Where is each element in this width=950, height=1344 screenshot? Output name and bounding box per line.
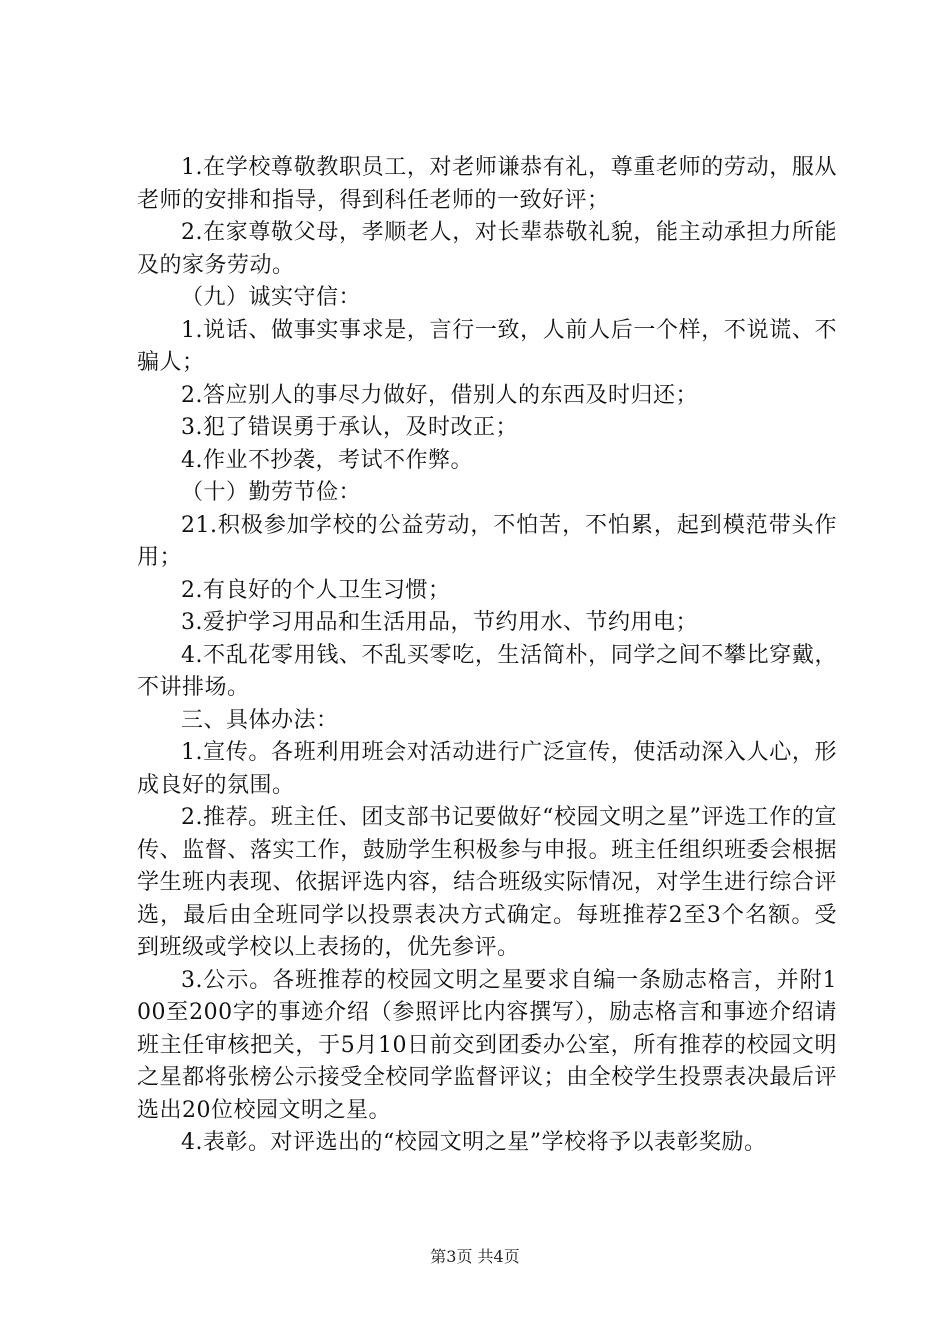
document-body [137, 152, 837, 1160]
paragraph-diligence-2: 2.有良好的个人卫生习惯； [181, 577, 451, 603]
paragraph-honesty-4: 4.作业不抄袭，考试不作弊。 [181, 447, 473, 473]
paragraph-honesty-1: 1.说话、做事实事求是，言行一致，人前人后一个样，不说谎、不骗人； [137, 317, 837, 375]
section-heading-methods: 三、具体办法： [181, 707, 339, 733]
paragraph-method-commendation: 4.表彰。对评选出的“校园文明之星”学校将予以表彰奖励。 [181, 1130, 767, 1155]
paragraph-respect-parents: 2.在家尊敬父母，孝顺老人，对长辈恭敬礼貌，能主动承担力所能及的家务劳动。 [137, 220, 837, 278]
page-number-footer: 第3页 共4页 [430, 1247, 520, 1266]
section-heading-honesty: （九）诚实守信： [181, 285, 362, 310]
paragraph-diligence-3: 3.爱护学习用品和生活用品，节约用水、节约用电； [181, 610, 698, 635]
paragraph-respect-teachers: 1.在学校尊敬教职员工，对老师谦恭有礼，尊重老师的劳动，服从老师的安排和指导，得到科任老师的一致好评； [137, 155, 837, 213]
paragraph-method-publicity: 1.宣传。各班利用班会对活动进行广泛宣传，使活动深入人心，形成良好的氛围。 [137, 740, 837, 798]
paragraph-honesty-3: 3.犯了错误勇于承认，及时改正； [181, 415, 518, 440]
paragraph-diligence-4: 4.不乱花零用钱、不乱买零吃，生活简朴，同学之间不攀比穿戴，不讲排场。 [137, 642, 837, 700]
paragraph-method-announcement: 3.公示。各班推荐的校园文明之星要求自编一条励志格言，并附100至200字的事迹介绍（参照评比内容撰写），励志格言和事迹介绍请班主任审核把关，于5月10日前交到团委办公室，所有推荐的校园文明之星都将张榜公示接受全校同学监督评议；由全校学生投票表决最后评选出20位校园文明之星。 [137, 967, 837, 1123]
paragraph-method-recommendation: 2.推荐。班主任、团支部书记要做好“校园文明之星”评选工作的宣传、监督、落实工作，鼓励学生积极参与申报。班主任组织班委会根据学生班内表现、依据评选内容，结合班级实际情况，对学生进行综合评选，最后由全班同学以投票表决方式确定。每班推荐2至3个名额。受到班级或学校以上表扬的，优先参评。 [137, 805, 837, 960]
section-heading-diligence: （十）勤劳节俭： [181, 480, 362, 505]
paragraph-honesty-2: 2.答应别人的事尽力做好，借别人的东西及时归还； [181, 382, 698, 408]
paragraph-diligence-1: 21.积极参加学校的公益劳动，不怕苦，不怕累，起到模范带头作用； [137, 512, 837, 570]
